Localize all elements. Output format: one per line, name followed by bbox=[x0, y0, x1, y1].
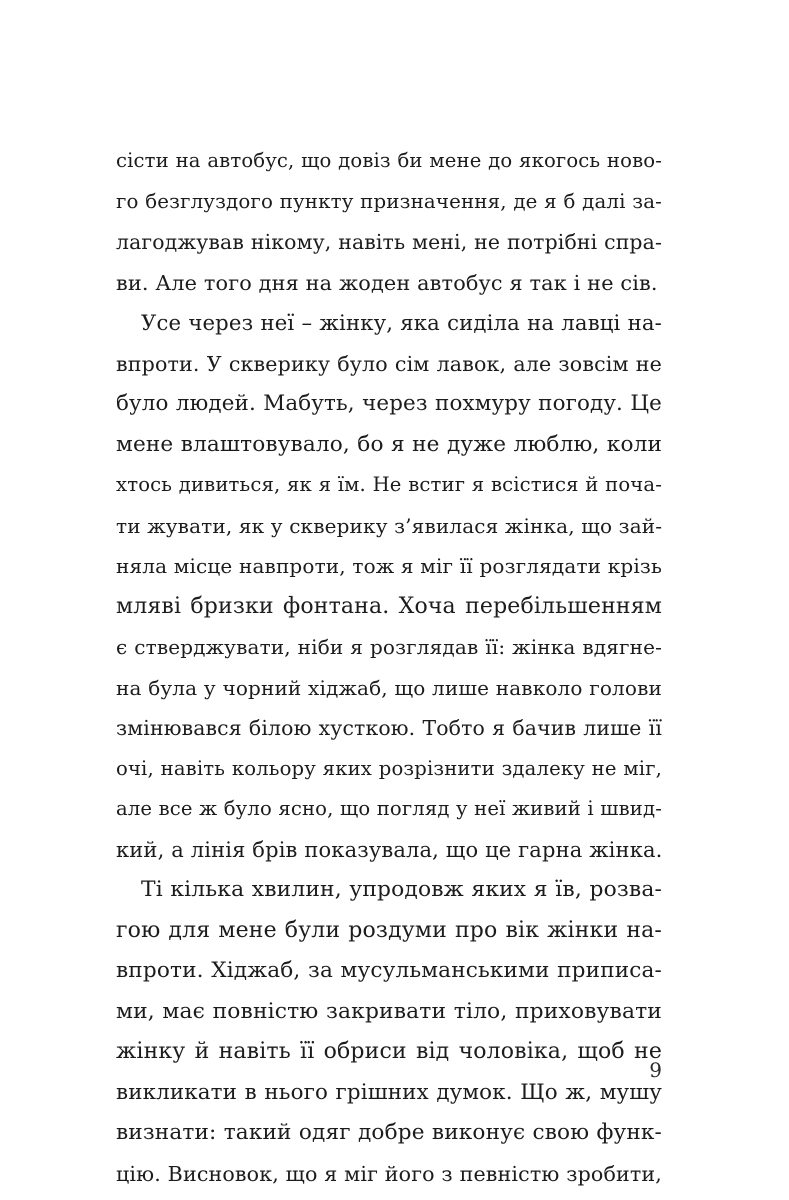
text-line: сісти на автобус, що довіз би мене до якогось ново- bbox=[116, 149, 662, 172]
text-line: мляві бризки фонтана. Хоча перебільшенням bbox=[116, 593, 662, 619]
text-line: але все ж було ясно, що погляд у неї живий і швид- bbox=[116, 797, 662, 820]
text-line: впроти. Хіджаб, за мусульманськими приписа- bbox=[116, 958, 662, 983]
page-number: 9 bbox=[649, 1058, 662, 1082]
text-line: викликати в нього грішних думок. Що ж, мушу bbox=[116, 1079, 662, 1105]
text-line: впроти. У скверику було сім лавок, але зовсім не bbox=[116, 351, 662, 376]
text-line: змінювався білою хусткою. Тобто я бачив лише її bbox=[116, 716, 662, 740]
text-line: ти жувати, як у скверику з’явилася жінка, що зай- bbox=[116, 513, 663, 538]
text-line: визнати: такий одяг добре виконує свою функ- bbox=[116, 1120, 662, 1145]
body-text bbox=[116, 141, 662, 1194]
text-line: няла місце навпроти, тож я міг її розглядати крізь bbox=[116, 554, 662, 578]
text-line: Усе через неї – жінку, яка сиділа на лавці на- bbox=[141, 310, 662, 335]
text-line: лагоджував нікому, навіть мені, не потрібні спра- bbox=[116, 230, 662, 254]
text-line: ми, має повністю закривати тіло, приховувати bbox=[116, 998, 662, 1024]
text-line: гою для мене були роздуми про вік жінки на- bbox=[116, 917, 662, 943]
text-line: очі, навіть кольору яких розрізнити здалеку не міг, bbox=[116, 756, 662, 780]
text-line: було людей. Мабуть, через похмуру погоду. Це bbox=[116, 391, 662, 416]
text-line: кий, а лінія брів показувала, що це гарна жінка. bbox=[116, 837, 663, 862]
text-line: на була у чорний хіджаб, що лише навколо голови bbox=[116, 675, 662, 700]
text-line: цію. Висновок, що я міг його з певністю зробити, bbox=[116, 1161, 662, 1186]
text-line: є стверджувати, ніби я розглядав її: жінка вдягне- bbox=[116, 635, 662, 659]
text-line: жінку й навіть її обриси від чоловіка, щоб не bbox=[116, 1039, 662, 1064]
text-line: го безглуздого пункту призначення, де я б далі за- bbox=[116, 189, 662, 213]
text-line: мене влаштовувало, бо я не дуже люблю, коли bbox=[116, 431, 662, 457]
text-line: ви. Але того дня на жоден автобус я так і не сів. bbox=[116, 270, 658, 295]
text-line: хтось дивиться, як я їм. Не встиг я всістися й поча- bbox=[116, 473, 662, 496]
text-line: Ті кілька хвилин, упродовж яких я їв, розва- bbox=[141, 877, 662, 902]
